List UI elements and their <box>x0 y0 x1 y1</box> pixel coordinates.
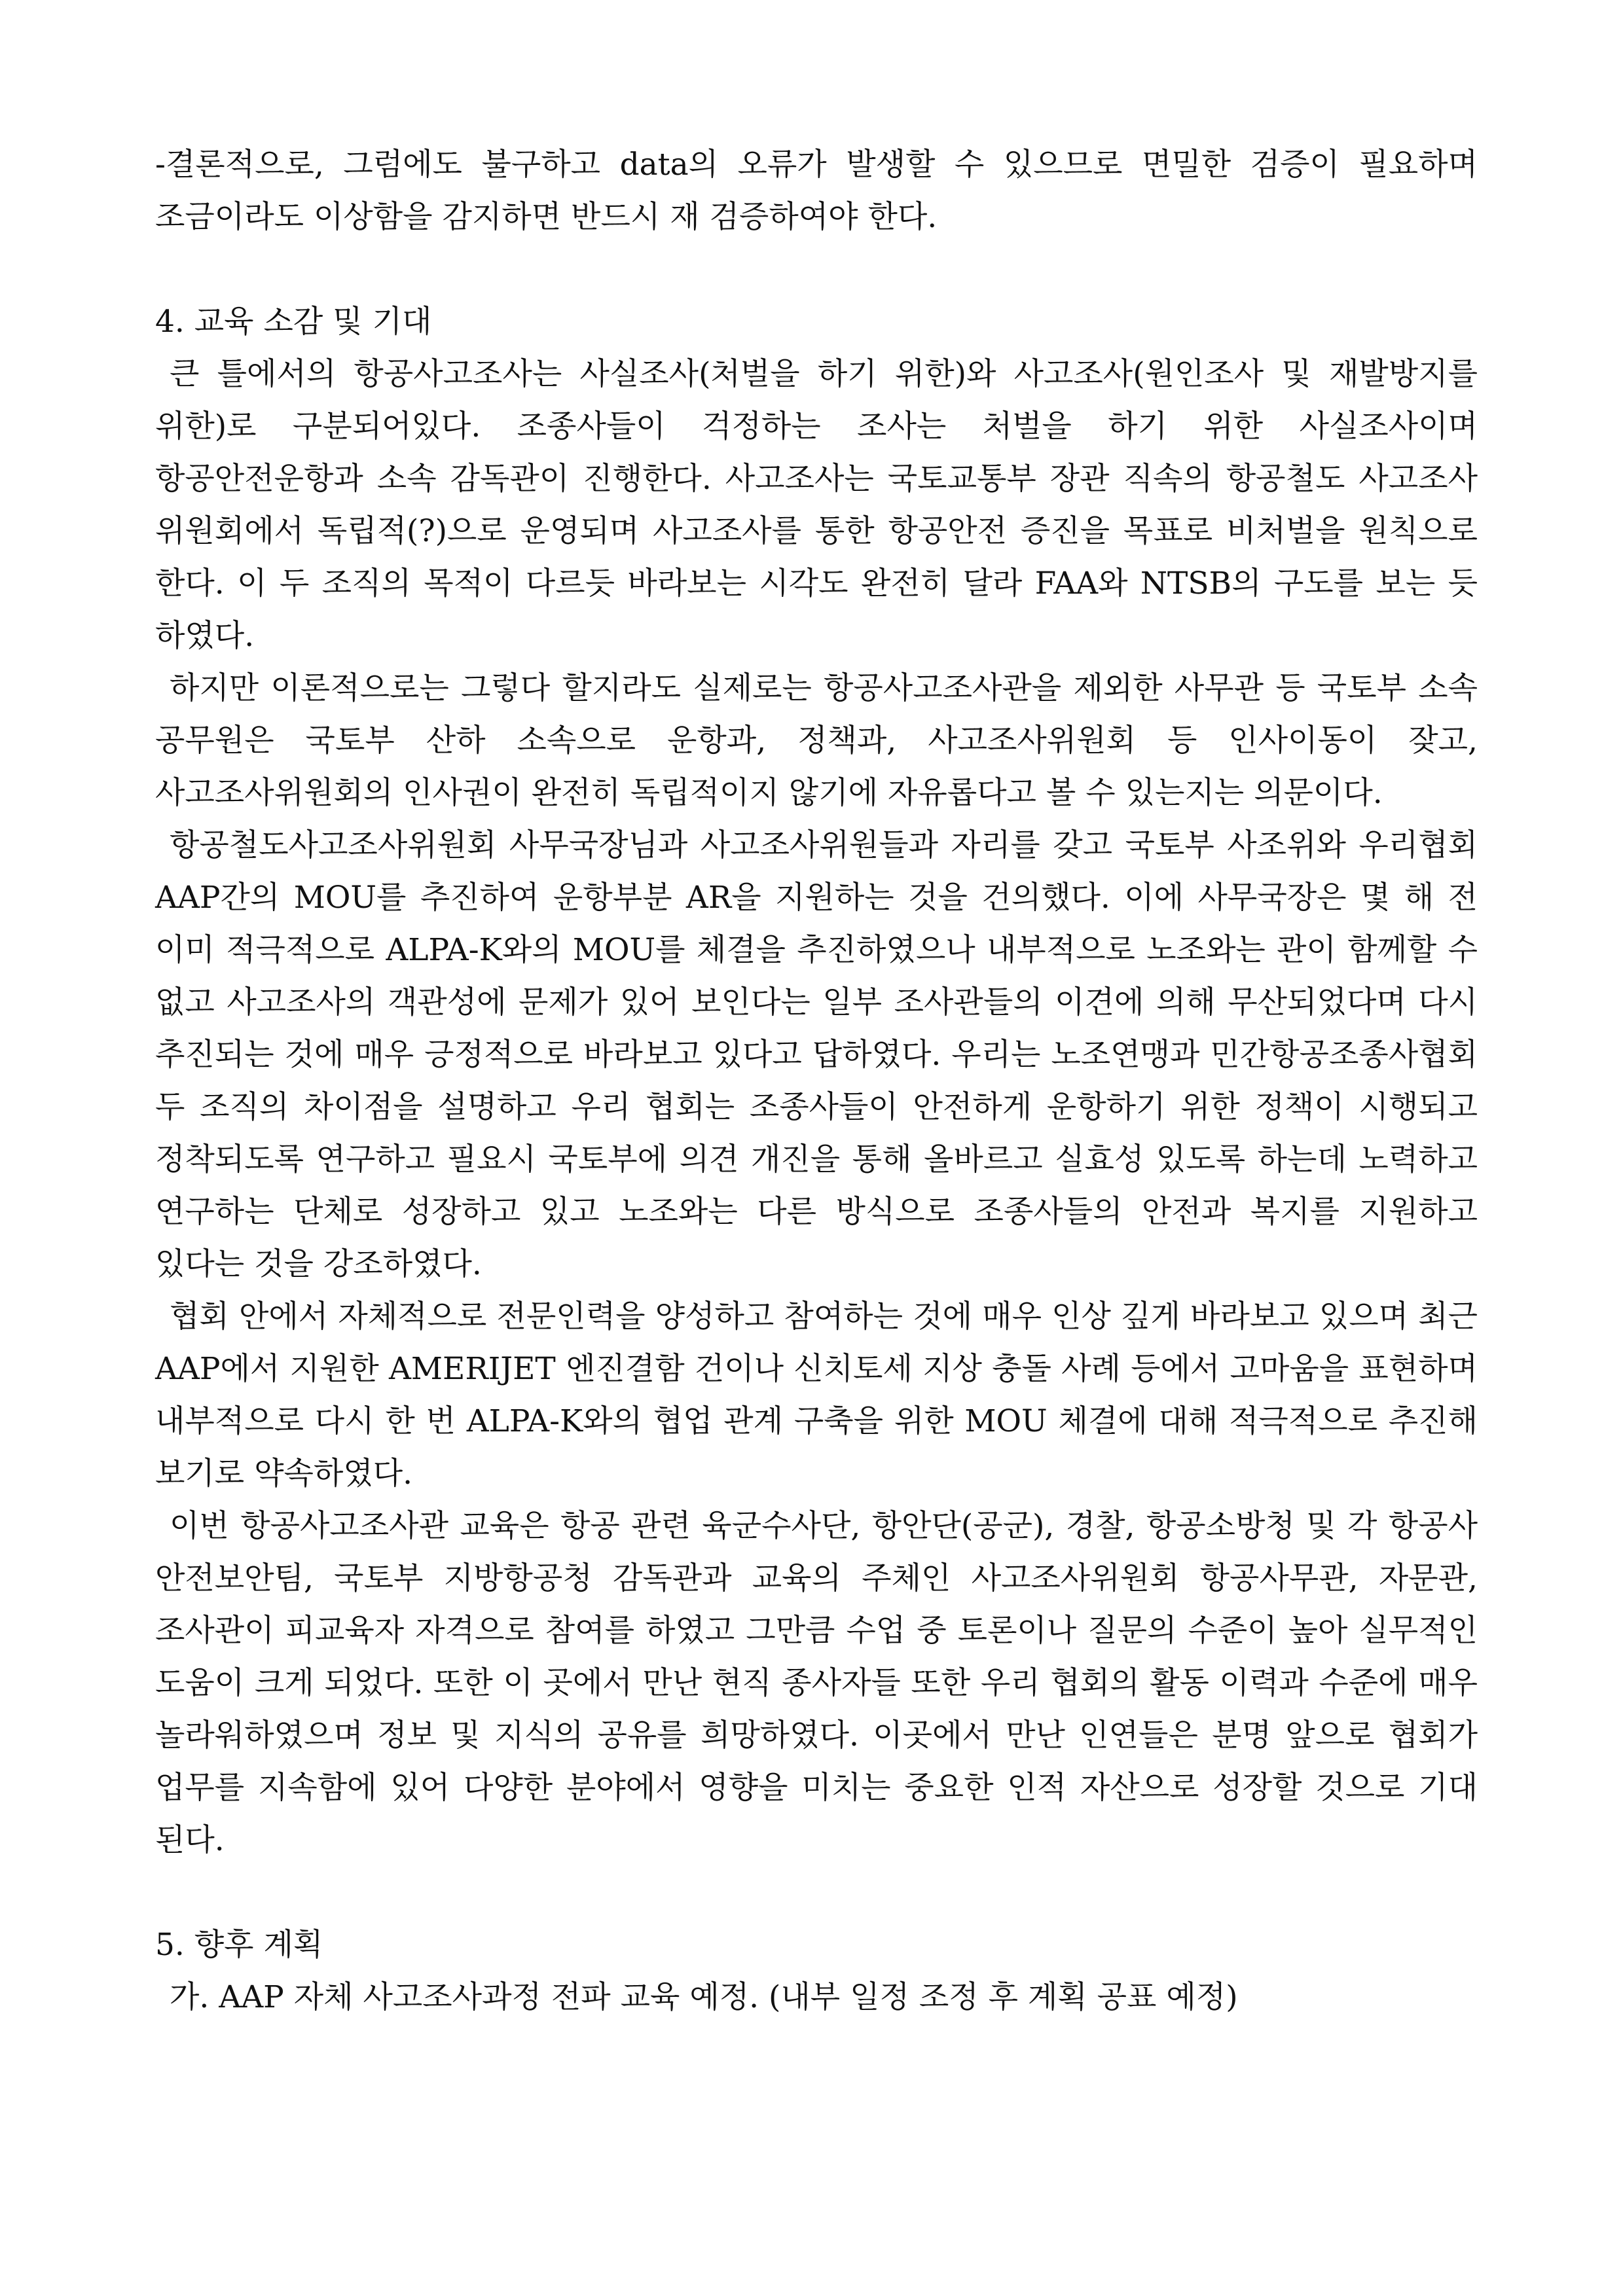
section-5-heading: 5. 향후 계획 <box>155 1927 323 1963</box>
section-4-paragraph-5: 이번 항공사고조사관 교육은 항공 관련 육군수사단, 항안단(공군), 경찰, 항공소방청 및 각 항공사 안전보안팀, 국토부 지방항공청 감독관과 교육의 주체인 사고조사위원회 항공사무관, 자문관, 조사관이 피교육자 자격으로 참여를 하였고 그만큼 수업 중 토론이나 질문의 수준이 높아 실무적인 도움이 크게 되었다. 또한 이 곳에서 만난 현직 종사자들 또한 우리 협회의 활동 이력과 수준에 매우 놀라워하였으며 정보 및 지식의 공유를 희망하였다. 이곳에서 만난 인연들은 분명 앞으로 협회가 업무를 지속함에 있어 다양한 분야에서 영향을 미치는 중요한 인적 자산으로 성장할 것으로 기대 된다. <box>155 1508 1478 1858</box>
section-4-paragraph-1: 큰 틀에서의 항공사고조사는 사실조사(처벌을 하기 위한)와 사고조사(원인조사 및 재발방지를 위한)로 구분되어있다. 조종사들이 걱정하는 조사는 처벌을 하기 위한 사실조사이며 항공안전운항과 소속 감독관이 진행한다. 사고조사는 국토교통부 장관 직속의 항공철도 사고조사 위원회에서 독립적(?)으로 운영되며 사고조사를 통한 항공안전 증진을 목표로 비처벌을 원칙으로 한다. 이 두 조직의 목적이 다르듯 바라보는 시각도 완전히 달라 FAA와 NTSB의 구도를 보는 듯 하였다. <box>155 356 1478 654</box>
conclusion-paragraph: -결론적으로, 그럼에도 불구하고 data의 오류가 발생할 수 있으므로 면밀한 검증이 필요하며 조금이라도 이상함을 감지하면 반드시 재 검증하여야 한다. <box>155 147 1478 235</box>
section-4-paragraph-4: 협회 안에서 자체적으로 전문인력을 양성하고 참여하는 것에 매우 인상 깊게 바라보고 있으며 최근 AAP에서 지원한 AMERIJET 엔진결함 건이나 신치토세 지상 충돌 사례 등에서 고마움을 표현하며 내부적으로 다시 한 번 ALPA-K와의 협업 관계 구축을 위한 MOU 체결에 대해 적극적으로 추진해 보기로 약속하였다. <box>155 1299 1478 1492</box>
section-4-paragraph-3: 항공철도사고조사위원회 사무국장님과 사고조사위원들과 자리를 갖고 국토부 사조위와 우리협회 AAP간의 MOU를 추진하여 운항부분 AR을 지원하는 것을 건의했다. 이에 사무국장은 몇 해 전 이미 적극적으로 ALPA-K와의 MOU를 체결을 추진하였으나 내부적으로 노조와는 관이 함께할 수 없고 사고조사의 객관성에 문제가 있어 보인다는 일부 조사관들의 이견에 의해 무산되었다며 다시 추진되는 것에 매우 긍정적으로 바라보고 있다고 답하였다. 우리는 노조연맹과 민간항공조종사협회 두 조직의 차이점을 설명하고 우리 협회는 조종사들이 안전하게 운항하기 위한 정책이 시행되고 정착되도록 연구하고 필요시 국토부에 의견 개진을 통해 올바르고 실효성 있도록 하는데 노력하고 연구하는 단체로 성장하고 있고 노조와는 다른 방식으로 조종사들의 안전과 복지를 지원하고 있다는 것을 강조하였다. <box>155 827 1478 1282</box>
section-5-item-1: 가. AAP 자체 사고조사과정 전파 교육 예정. (내부 일정 조정 후 계획 공표 예정) <box>170 1979 1238 2015</box>
section-4-paragraph-2: 하지만 이론적으로는 그렇다 할지라도 실제로는 항공사고조사관을 제외한 사무관 등 국토부 소속 공무원은 국토부 산하 소속으로 운항과, 정책과, 사고조사위원회 등 인사이동이 잦고, 사고조사위원회의 인사권이 완전히 독립적이지 않기에 자유롭다고 볼 수 있는지는 의문이다. <box>155 670 1478 811</box>
document-page <box>155 139 1478 2024</box>
section-4-heading: 4. 교육 소감 및 기대 <box>155 304 432 340</box>
